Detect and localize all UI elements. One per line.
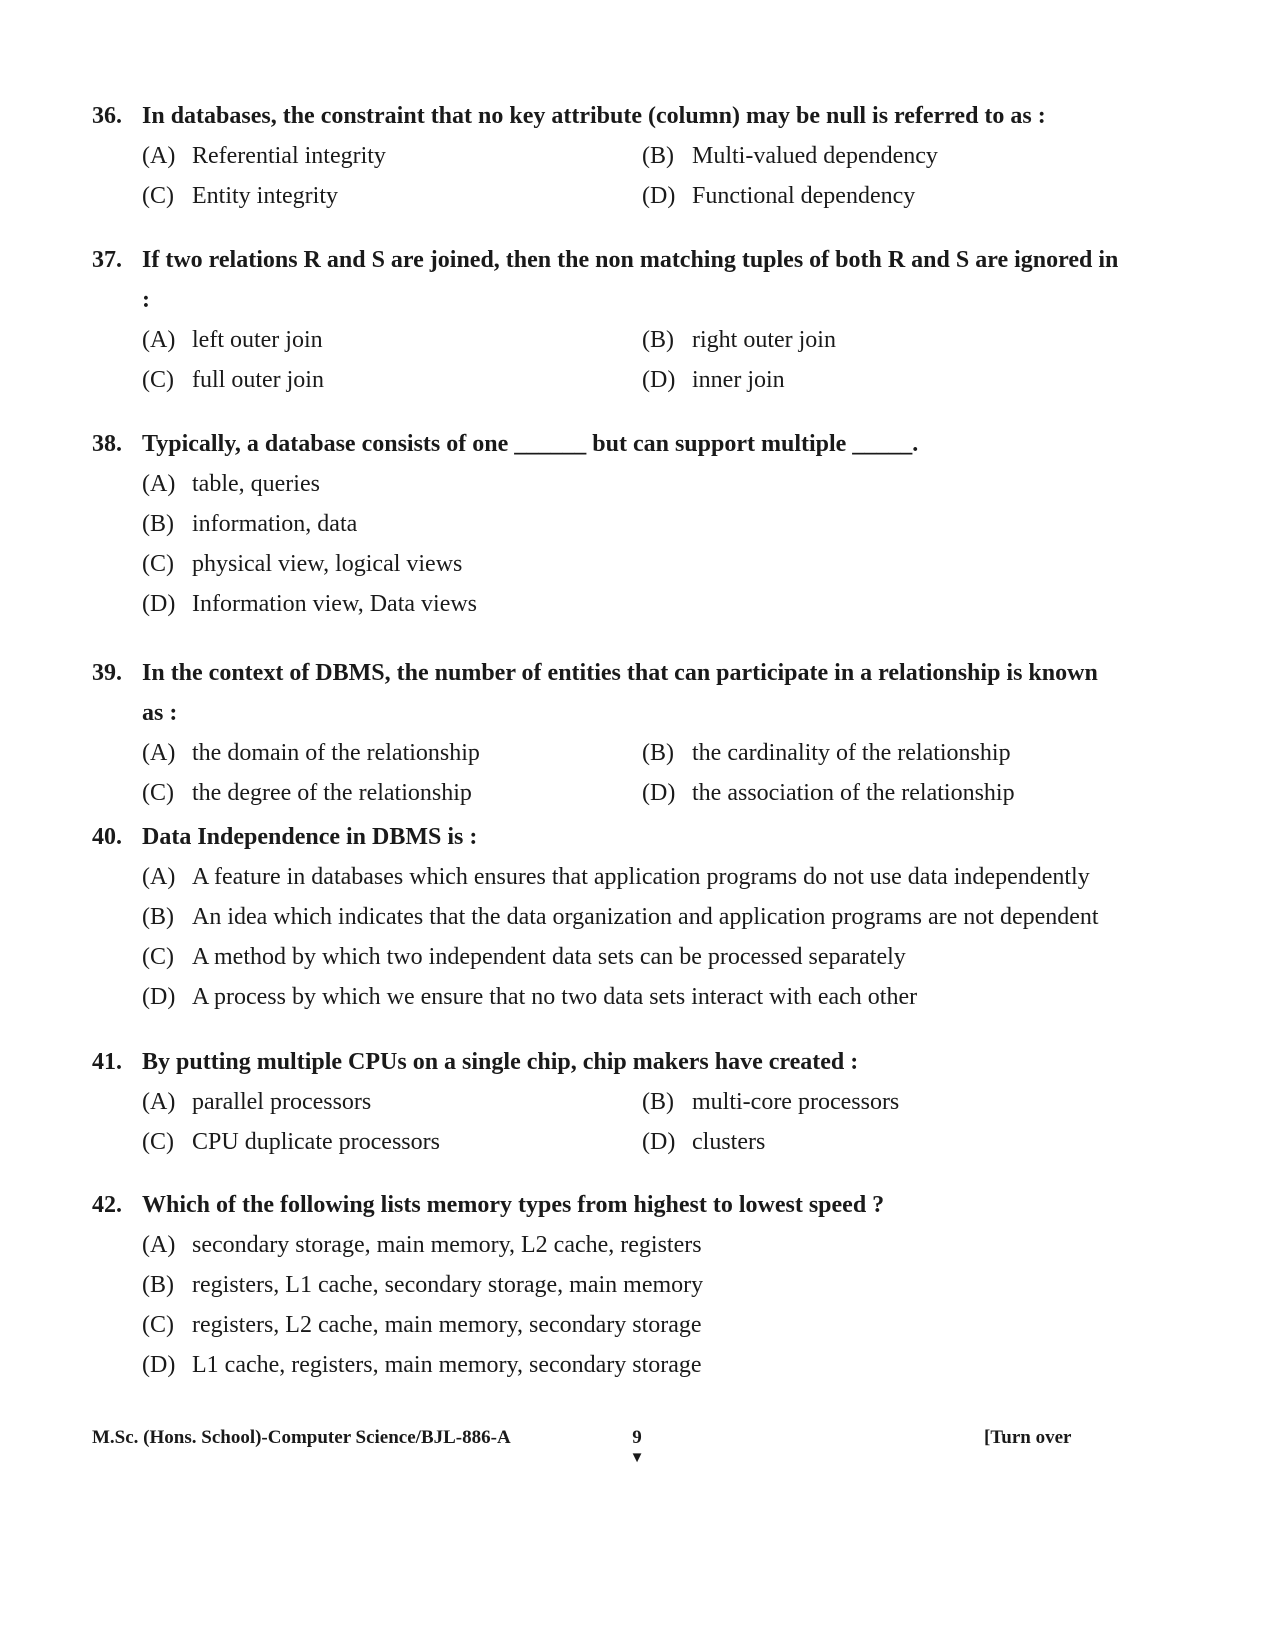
question-number: 41. <box>92 1049 122 1075</box>
question-text: In databases, the constraint that no key attribute (column) may be null is referred to as : <box>142 103 1046 129</box>
question-text: If two relations R and S are joined, then the non matching tuples of both R and S are ignored in : <box>142 247 1119 313</box>
question-text: Typically, a database consists of one ______ but can support multiple _____. <box>142 431 919 457</box>
option-label: (A) <box>142 1089 176 1115</box>
option-text: multi-core processors <box>692 1089 900 1115</box>
question-stem <box>92 424 1122 464</box>
option-d <box>142 1345 1122 1385</box>
option-label: (D) <box>642 183 676 209</box>
option-text: A method by which two independent data sets can be processed separately <box>192 944 906 970</box>
option-d <box>642 176 1122 216</box>
option-b <box>142 1265 1122 1305</box>
option-text: parallel processors <box>192 1089 372 1115</box>
option-text: left outer join <box>192 327 323 353</box>
question-text: By putting multiple CPUs on a single chip, chip makers have created : <box>142 1049 859 1075</box>
option-a <box>142 1225 1122 1265</box>
options-list <box>142 464 1122 624</box>
question-stem <box>92 96 1122 136</box>
option-d <box>142 977 1122 1017</box>
question-40 <box>92 817 1122 1017</box>
option-label: (B) <box>142 511 174 537</box>
option-label: (A) <box>142 471 176 497</box>
question-stem <box>92 1042 1122 1082</box>
option-c <box>142 1122 642 1162</box>
question-stem <box>92 240 1122 320</box>
option-label: (B) <box>642 327 674 353</box>
option-c <box>142 544 1122 584</box>
option-b <box>142 504 1122 544</box>
option-label: (C) <box>142 183 174 209</box>
question-number: 40. <box>92 824 122 850</box>
option-text: Information view, Data views <box>192 591 478 617</box>
option-label: (B) <box>142 904 174 930</box>
option-c <box>142 937 1122 977</box>
option-label: (A) <box>142 864 176 890</box>
options-list <box>142 857 1122 1017</box>
question-number: 37. <box>92 247 122 273</box>
option-label: (B) <box>642 143 674 169</box>
option-c <box>142 1305 1122 1345</box>
options-grid <box>142 733 1122 813</box>
option-text: registers, L1 cache, secondary storage, main memory <box>192 1272 704 1298</box>
option-label: (C) <box>142 1312 174 1338</box>
option-text: the degree of the relationship <box>192 780 472 806</box>
question-text: Data Independence in DBMS is : <box>142 824 478 850</box>
question-37 <box>92 240 1122 400</box>
option-text: A process by which we ensure that no two data sets interact with each other <box>192 984 918 1010</box>
down-triangle-icon: ▼ <box>629 1450 645 1466</box>
question-text: In the context of DBMS, the number of entities that can participate in a relationship is known as : <box>142 660 1098 726</box>
option-label: (C) <box>142 1129 174 1155</box>
option-d <box>642 773 1122 813</box>
option-text: the association of the relationship <box>692 780 1015 806</box>
question-42 <box>92 1185 1122 1385</box>
option-text: Entity integrity <box>192 183 338 209</box>
options-grid <box>142 136 1122 216</box>
option-text: Functional dependency <box>692 183 916 209</box>
option-text: secondary storage, main memory, L2 cache, registers <box>192 1232 702 1258</box>
question-number: 39. <box>92 660 122 686</box>
option-a <box>142 464 1122 504</box>
option-label: (B) <box>642 740 674 766</box>
option-label: (A) <box>142 1232 176 1258</box>
option-text: physical view, logical views <box>192 551 463 577</box>
option-text: the domain of the relationship <box>192 740 480 766</box>
page-number: 9 <box>632 1427 642 1448</box>
course-code: M.Sc. (Hons. School)-Computer Science/BJL-886-A <box>92 1427 511 1448</box>
question-text: Which of the following lists memory types from highest to lowest speed ? <box>142 1192 885 1218</box>
question-number: 38. <box>92 431 122 457</box>
question-36 <box>92 96 1122 216</box>
option-label: (B) <box>142 1272 174 1298</box>
option-label: (D) <box>142 984 176 1010</box>
option-text: registers, L2 cache, main memory, secondary storage <box>192 1312 702 1338</box>
option-text: clusters <box>692 1129 766 1155</box>
option-label: (A) <box>142 327 176 353</box>
option-text: full outer join <box>192 367 324 393</box>
question-number: 42. <box>92 1192 122 1218</box>
question-39 <box>92 653 1122 813</box>
option-text: Referential integrity <box>192 143 386 169</box>
option-label: (A) <box>142 740 176 766</box>
option-c <box>142 176 642 216</box>
question-41 <box>92 1042 1122 1162</box>
option-label: (C) <box>142 944 174 970</box>
option-text: information, data <box>192 511 358 537</box>
option-label: (B) <box>642 1089 674 1115</box>
options-grid <box>142 1082 1122 1162</box>
option-label: (D) <box>642 367 676 393</box>
option-text: Multi-valued dependency <box>692 143 938 169</box>
option-label: (D) <box>642 780 676 806</box>
turn-over-note: [Turn over <box>984 1427 1072 1448</box>
options-grid <box>142 320 1122 400</box>
option-a <box>142 320 642 360</box>
option-text: An idea which indicates that the data organization and application programs are not dependent <box>192 904 1099 930</box>
option-d <box>642 360 1122 400</box>
option-b <box>642 320 1122 360</box>
option-text: CPU duplicate processors <box>192 1129 440 1155</box>
option-label: (C) <box>142 551 174 577</box>
option-label: (C) <box>142 780 174 806</box>
option-a <box>142 733 642 773</box>
question-38 <box>92 424 1122 624</box>
option-b <box>642 136 1122 176</box>
question-stem <box>92 1185 1122 1225</box>
option-a <box>142 857 1122 897</box>
question-stem <box>92 817 1122 857</box>
option-d <box>142 584 1122 624</box>
option-a <box>142 136 642 176</box>
option-text: A feature in databases which ensures that application programs do not use data independently <box>192 864 1090 890</box>
option-text: L1 cache, registers, main memory, secondary storage <box>192 1352 702 1378</box>
option-c <box>142 360 642 400</box>
option-text: right outer join <box>692 327 836 353</box>
option-text: table, queries <box>192 471 320 497</box>
option-b <box>642 1082 1122 1122</box>
option-b <box>642 733 1122 773</box>
option-b <box>142 897 1122 937</box>
option-text: the cardinality of the relationship <box>692 740 1011 766</box>
question-number: 36. <box>92 103 122 129</box>
option-label: (D) <box>142 591 176 617</box>
option-label: (D) <box>142 1352 176 1378</box>
question-stem <box>92 653 1122 733</box>
option-label: (A) <box>142 143 176 169</box>
option-label: (D) <box>642 1129 676 1155</box>
option-text: inner join <box>692 367 785 393</box>
option-a <box>142 1082 642 1122</box>
option-label: (C) <box>142 367 174 393</box>
option-d <box>642 1122 1122 1162</box>
options-list <box>142 1225 1122 1385</box>
option-c <box>142 773 642 813</box>
